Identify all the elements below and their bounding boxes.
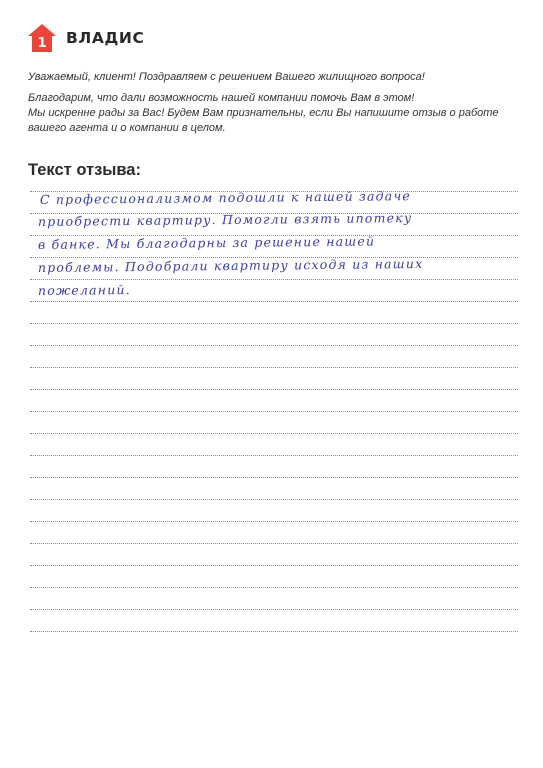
ruled-line xyxy=(30,455,518,456)
ruled-line xyxy=(30,543,518,544)
brand-logo xyxy=(26,22,144,54)
ruled-line xyxy=(30,279,518,280)
ruled-line xyxy=(30,477,518,478)
ruled-line xyxy=(30,323,518,324)
house-logo-icon xyxy=(26,22,58,54)
ruled-line xyxy=(30,499,518,500)
ruled-line xyxy=(30,301,518,302)
ruled-line xyxy=(30,411,518,412)
handwritten-line-2: приобрести квартиру. Помогли взять ипотеку xyxy=(37,210,413,229)
ruled-line xyxy=(30,389,518,390)
ruled-line xyxy=(30,433,518,434)
intro-request-1: Мы искренне рады за Вас! Будем Вам признательны, если Вы напишите отзыв о работе xyxy=(28,107,499,119)
logo-digit: 1 xyxy=(37,36,47,51)
ruled-line xyxy=(30,345,518,346)
ruled-line xyxy=(30,367,518,368)
ruled-line xyxy=(30,609,518,610)
ruled-line xyxy=(30,587,518,588)
ruled-line xyxy=(30,631,518,632)
handwritten-line-1: С профессионализмом подошли к нашей задаче xyxy=(39,188,412,207)
ruled-line xyxy=(30,521,518,522)
intro-request-2: вашего агента и о компании в целом. xyxy=(28,122,226,134)
ruled-line xyxy=(30,565,518,566)
review-heading: Текст отзыва: xyxy=(28,161,141,179)
brand-name: ВЛАДИС xyxy=(66,29,145,47)
handwritten-line-3: в банке. Мы благодарны за решение нашей xyxy=(37,233,376,252)
handwritten-line-4: проблемы. Подобрали квартиру исходя из наших xyxy=(37,255,424,275)
intro-thanks: Благодарим, что дали возможность нашей компании помочь Вам в этом! xyxy=(28,92,415,104)
intro-text xyxy=(28,70,518,136)
intro-congrats: Уважаемый, клиент! Поздравляем с решением Вашего жилищного вопроса! xyxy=(28,71,425,83)
handwritten-line-5: пожеланий. xyxy=(37,282,131,298)
